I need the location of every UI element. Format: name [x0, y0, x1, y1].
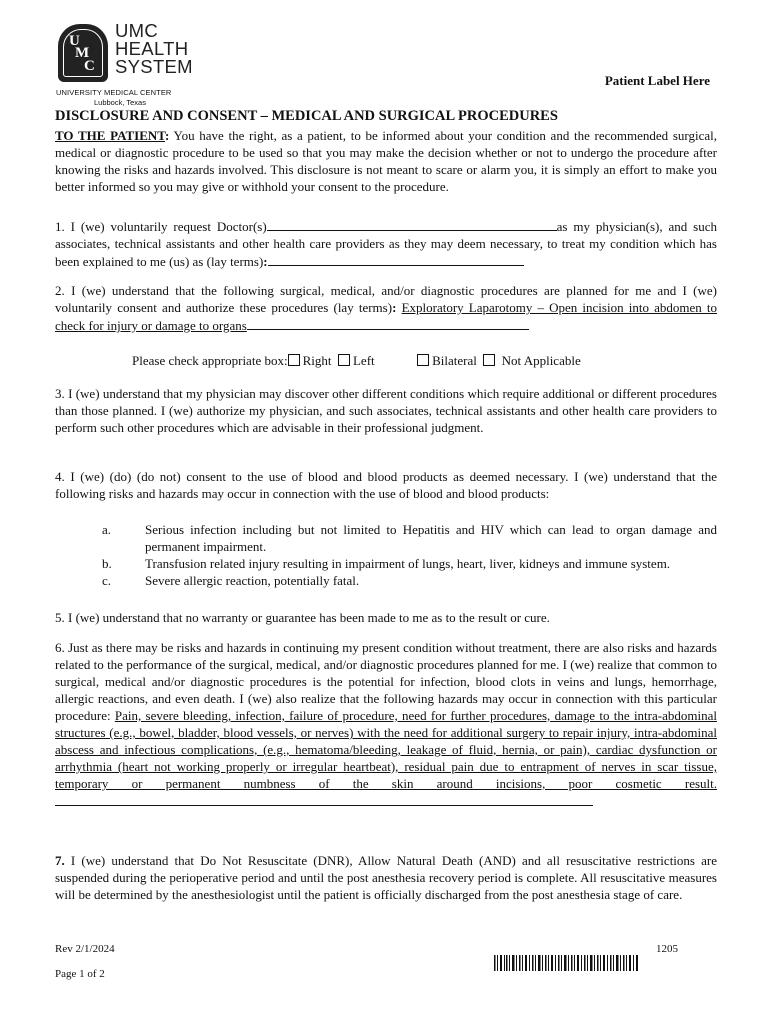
item-4-paragraph: 4. I (we) (do) (do not) consent to the use of blood and blood products as deemed necessary. I (we) understand that the following risks and hazards may occur in connection with the use of blood and blood products:: [55, 469, 717, 501]
page-number: Page 1 of 2: [55, 968, 105, 980]
checkbox-bilateral-label: Bilateral: [432, 353, 477, 368]
checkbox-na-label: Not Applicable: [501, 353, 581, 368]
center-name: UNIVERSITY MEDICAL CENTER: [56, 88, 172, 97]
umc-shield-icon: U M C: [58, 24, 108, 82]
blood-risk-list: [55, 521, 717, 589]
checkbox-bilateral[interactable]: [417, 354, 429, 366]
list-item: a. Serious infection including but not limited to Hepatitis and HIV which can lead to organ damage and permanent impairment.: [102, 522, 717, 554]
umc-logo: [58, 20, 198, 86]
patient-label-area: Patient Label Here: [604, 73, 710, 88]
form-title: DISCLOSURE AND CONSENT – MEDICAL AND SURGICAL PROCEDURES: [55, 108, 558, 124]
list-item: b. Transfusion related injury resulting in impairment of lungs, heart, liver, kidneys and immune system.: [102, 556, 671, 571]
revision-date: Rev 2/1/2024: [55, 943, 115, 955]
doctor-name-field[interactable]: [267, 217, 557, 231]
item-6-paragraph: 6. Just as there may be risks and hazards in continuing my present condition without treatment, there are also risks and hazards related to the performance of the surgical, medical, and/or diagnostic procedures planned for me. I (we) realize that common to surgical, medical and/or diagnostic procedures is the potential for infection, blood clots in veins and lungs, hemorrhage, allergic reactions, and even death. I (we) also realize that the following hazards may occur in connection with this particular procedure: Pain, severe bleeding, infection, failure of procedure, need for further procedures, damage to the intra-abdominal structures (e.g., bowel, bladder, blood vessels, or nerves) with the need for additional surgery to repair injury, intra-abdominal abscess and infectious complications, (e.g., hematoma/bleeding, leakage of fluid, hernia, or pain), cardiac dysfunction or arrhythmia (heart not working properly or irregular heartbeat), residual pain due to entrapment of nerves in scar tissue, temporary or permanent numbness of the skin around incisions, poor cosmetic result.: [55, 639, 717, 810]
checkbox-right[interactable]: [288, 354, 300, 366]
procedure-hazards-field[interactable]: Pain, severe bleeding, infection, failure of procedure, need for further procedures, damage to the intra-abdominal structures (e.g., bowel, bladder, blood vessels, or nerves) with the need for additional surgery to repair injury, intra-abdominal abscess and infectious complications, (e.g., hematoma/bleeding, leakage of fluid, hernia, or pain), cardiac dysfunction or arrhythmia (heart not working properly or irregular heartbeat), residual pain due to entrapment of nerves in scar tissue, temporary or permanent numbness of the skin around incisions, poor cosmetic result.: [55, 708, 717, 791]
intro-paragraph: TO THE PATIENT: You have the right, as a patient, to be informed about your condition and the recommended surgical, medical or diagnostic procedure to be used so that you may make the decision whether or not to undergo the procedure after knowing the risks and hazards involved. This disclosure is not meant to scare or alarm you, it is simply an effort to make you better informed so you may give or withhold your consent to the procedure.: [55, 128, 717, 194]
lay-terms-condition-field[interactable]: [268, 252, 524, 266]
barcode-icon: [494, 955, 639, 971]
side-checkbox-row: [132, 353, 581, 369]
checkbox-left[interactable]: [338, 354, 350, 366]
logo-wordmark: UMC HEALTH SYSTEM: [115, 20, 193, 77]
procedure-line-fill: [247, 316, 529, 330]
checkbox-right-label: Right: [302, 353, 332, 368]
center-city: Lubbock, Texas: [94, 98, 146, 107]
list-item: c. Severe allergic reaction, potentially fatal.: [102, 573, 360, 588]
checkbox-prompt: Please check appropriate box:: [132, 353, 288, 368]
item-5-paragraph: 5. I (we) understand that no warranty or guarantee has been made to me as to the result or cure.: [55, 610, 550, 625]
item-2-paragraph: 2. I (we) understand that the following surgical, medical, and/or diagnostic procedures are planned for me and I (we) voluntarily consent and authorize these procedures (lay terms): Exploratory Laparotomy – Open incision into abdomen to check for injury or damage to organs: [55, 283, 718, 333]
item-1-paragraph: 1. I (we) voluntarily request Doctor(s) as my physician(s), and such associates, technical assistants and other health care providers as they may deem necessary, to treat my condition which has been explained to me (us) as (lay terms):: [55, 219, 717, 269]
item-3-paragraph: 3. I (we) understand that my physician may discover other different conditions which require additional or different procedures than those planned. I (we) authorize my physician, and such associates, technical assistants and other health care providers to perform such other procedures which are advisable in their professional judgment.: [55, 386, 717, 435]
form-code: 1205: [656, 943, 678, 955]
checkbox-not-applicable[interactable]: [483, 354, 495, 366]
hazards-line-fill: [55, 792, 593, 806]
item-7-paragraph: 7. I (we) understand that Do Not Resuscitate (DNR), Allow Natural Death (AND) and all resuscitative restrictions are suspended during the perioperative period and until the post anesthesia recovery period is complete. All resuscitative measures will be determined by the anesthesiologist until the patient is officially discharged from the post anesthesia stage of care.: [55, 853, 717, 902]
procedure-description-field[interactable]: Exploratory Laparotomy – Open incision into abdomen to check for injury or damage to organs: [55, 300, 718, 333]
checkbox-left-label: Left: [352, 353, 375, 368]
